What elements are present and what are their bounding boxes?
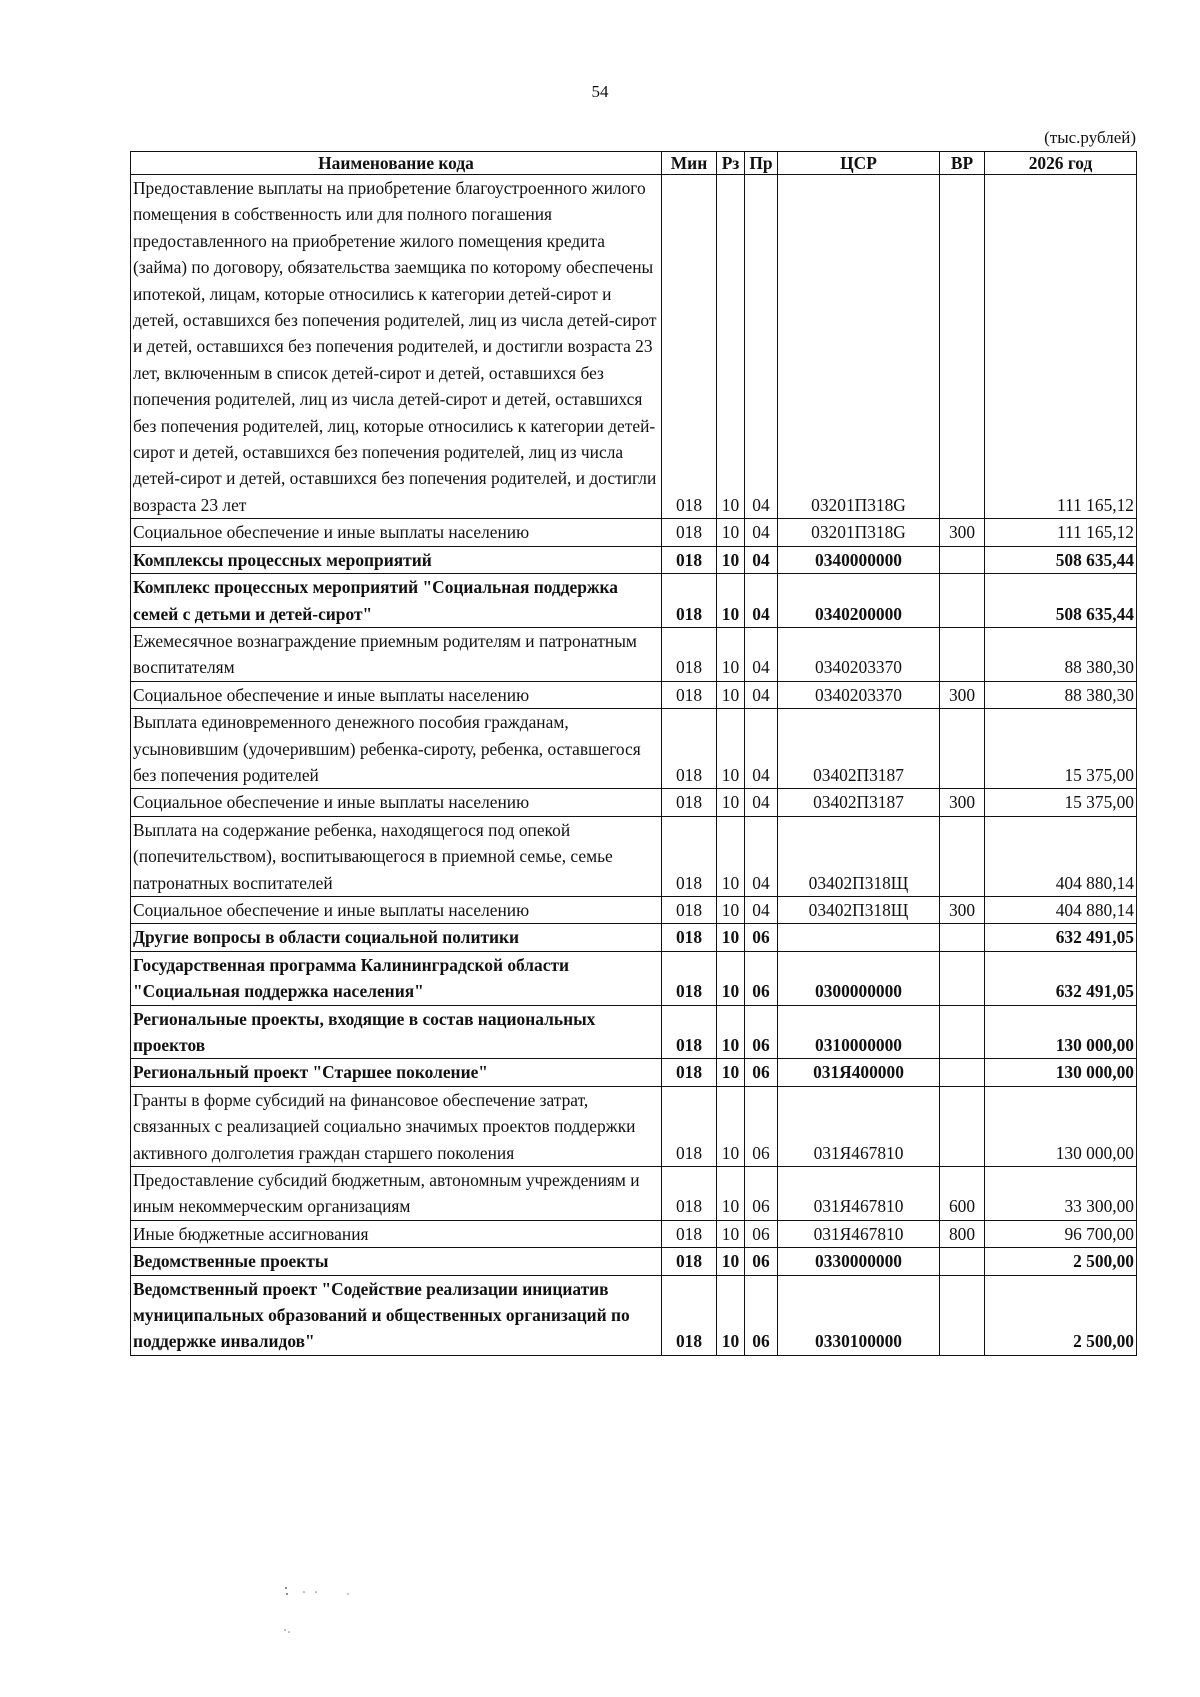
cell-pr: 06 bbox=[745, 1059, 778, 1086]
cell-min: 018 bbox=[662, 627, 717, 681]
table-row bbox=[131, 709, 1137, 789]
units-label: (тыс.рублей) bbox=[1044, 128, 1136, 147]
cell-rz: 10 bbox=[717, 1248, 745, 1275]
cell-rz: 10 bbox=[717, 951, 745, 1005]
cell-min: 018 bbox=[662, 681, 717, 708]
cell-name: Гранты в форме субсидий на финансовое обеспечение затрат, связанных с реализацией социально значимых проектов поддержки активного долголетия граждан старшего поколения bbox=[131, 1086, 662, 1166]
cell-name: Социальное обеспечение и иные выплаты населению bbox=[131, 681, 662, 708]
cell-csr: 0340203370 bbox=[778, 627, 940, 681]
cell-vr: 300 bbox=[940, 789, 985, 816]
cell-vr bbox=[940, 175, 985, 519]
cell-csr bbox=[778, 924, 940, 951]
cell-rz: 10 bbox=[717, 574, 745, 628]
cell-rz: 10 bbox=[717, 1220, 745, 1247]
table-row bbox=[131, 1248, 1137, 1275]
header-amount: 2026 год bbox=[985, 152, 1137, 175]
cell-rz: 10 bbox=[717, 627, 745, 681]
table-row bbox=[131, 681, 1137, 708]
cell-vr bbox=[940, 1248, 985, 1275]
header-min: Мин bbox=[662, 152, 717, 175]
cell-min: 018 bbox=[662, 924, 717, 951]
cell-csr: 03402П3187 bbox=[778, 789, 940, 816]
cell-amount: 15 375,00 bbox=[985, 709, 1137, 789]
cell-csr: 031Я467810 bbox=[778, 1220, 940, 1247]
table-header-row bbox=[131, 152, 1137, 175]
cell-min: 018 bbox=[662, 1248, 717, 1275]
cell-csr: 0300000000 bbox=[778, 951, 940, 1005]
cell-amount: 508 635,44 bbox=[985, 574, 1137, 628]
cell-amount: 88 380,30 bbox=[985, 627, 1137, 681]
table-row bbox=[131, 789, 1137, 816]
cell-amount: 88 380,30 bbox=[985, 681, 1137, 708]
header-vr: ВР bbox=[940, 152, 985, 175]
table-row bbox=[131, 951, 1137, 1005]
cell-name: Социальное обеспечение и иные выплаты населению bbox=[131, 789, 662, 816]
table-row bbox=[131, 816, 1137, 896]
cell-csr: 03402П318Щ bbox=[778, 896, 940, 923]
cell-vr bbox=[940, 1275, 985, 1355]
cell-name: Иные бюджетные ассигнования bbox=[131, 1220, 662, 1247]
cell-name: Комплекс процессных мероприятий "Социальная поддержка семей с детьми и детей-сирот" bbox=[131, 574, 662, 628]
cell-amount: 130 000,00 bbox=[985, 1059, 1137, 1086]
cell-name: Региональные проекты, входящие в состав национальных проектов bbox=[131, 1005, 662, 1059]
cell-pr: 06 bbox=[745, 1220, 778, 1247]
cell-min: 018 bbox=[662, 1059, 717, 1086]
cell-amount: 130 000,00 bbox=[985, 1086, 1137, 1166]
budget-table bbox=[130, 151, 1137, 1356]
cell-vr bbox=[940, 951, 985, 1005]
cell-csr: 03402П3187 bbox=[778, 709, 940, 789]
cell-amount: 632 491,05 bbox=[985, 951, 1137, 1005]
cell-csr: 031Я467810 bbox=[778, 1167, 940, 1221]
cell-vr bbox=[940, 574, 985, 628]
cell-amount: 404 880,14 bbox=[985, 816, 1137, 896]
cell-pr: 06 bbox=[745, 1275, 778, 1355]
cell-csr: 031Я400000 bbox=[778, 1059, 940, 1086]
cell-min: 018 bbox=[662, 519, 717, 546]
cell-name: Региональный проект "Старшее поколение" bbox=[131, 1059, 662, 1086]
page-number: 54 bbox=[591, 82, 609, 101]
cell-amount: 508 635,44 bbox=[985, 546, 1137, 573]
cell-min: 018 bbox=[662, 816, 717, 896]
cell-csr: 0340203370 bbox=[778, 681, 940, 708]
cell-vr bbox=[940, 1059, 985, 1086]
cell-rz: 10 bbox=[717, 681, 745, 708]
cell-rz: 10 bbox=[717, 816, 745, 896]
scan-noise bbox=[282, 1580, 402, 1640]
cell-name: Ведомственный проект "Содействие реализации инициатив муниципальных образований и общественных организаций по поддержке инвалидов" bbox=[131, 1275, 662, 1355]
table-row bbox=[131, 1167, 1137, 1221]
cell-vr bbox=[940, 709, 985, 789]
cell-vr bbox=[940, 924, 985, 951]
cell-vr: 800 bbox=[940, 1220, 985, 1247]
header-csr: ЦСР bbox=[778, 152, 940, 175]
cell-min: 018 bbox=[662, 951, 717, 1005]
table-row bbox=[131, 924, 1137, 951]
cell-rz: 10 bbox=[717, 1086, 745, 1166]
cell-amount: 2 500,00 bbox=[985, 1275, 1137, 1355]
header-rz: Рз bbox=[717, 152, 745, 175]
table-row bbox=[131, 1086, 1137, 1166]
cell-name: Выплата на содержание ребенка, находящегося под опекой (попечительством), воспитывающегося в приемной семье, семье патронатных воспитателей bbox=[131, 816, 662, 896]
cell-pr: 06 bbox=[745, 1005, 778, 1059]
cell-pr: 04 bbox=[745, 681, 778, 708]
cell-amount: 33 300,00 bbox=[985, 1167, 1137, 1221]
cell-rz: 10 bbox=[717, 1059, 745, 1086]
cell-rz: 10 bbox=[717, 1275, 745, 1355]
cell-min: 018 bbox=[662, 1167, 717, 1221]
cell-csr: 031Я467810 bbox=[778, 1086, 940, 1166]
cell-rz: 10 bbox=[717, 709, 745, 789]
cell-pr: 06 bbox=[745, 951, 778, 1005]
cell-vr bbox=[940, 816, 985, 896]
cell-min: 018 bbox=[662, 1086, 717, 1166]
cell-name: Социальное обеспечение и иные выплаты населению bbox=[131, 896, 662, 923]
cell-csr: 0310000000 bbox=[778, 1005, 940, 1059]
cell-csr: 0340000000 bbox=[778, 546, 940, 573]
cell-min: 018 bbox=[662, 175, 717, 519]
cell-csr: 0330000000 bbox=[778, 1248, 940, 1275]
cell-pr: 04 bbox=[745, 627, 778, 681]
cell-min: 018 bbox=[662, 1220, 717, 1247]
cell-csr: 03201П318G bbox=[778, 519, 940, 546]
cell-amount: 2 500,00 bbox=[985, 1248, 1137, 1275]
cell-amount: 96 700,00 bbox=[985, 1220, 1137, 1247]
table-row bbox=[131, 896, 1137, 923]
cell-name: Предоставление выплаты на приобретение благоустроенного жилого помещения в собственность или для полного погашения предоставленного на приобретение жилого помещения кредита (займа) по договору, обязательства заемщика по которому обеспечены ипотекой, лицам, которые относились к категории детей-сирот и детей, оставшихся без попечения родителей, лиц из числа детей-сирот и детей, оставшихся без попечения родителей, и достигли возраста 23 лет, включенным в список детей-сирот и детей, оставшихся без попечения родителей, лиц из числа детей-сирот и детей, оставшихся без попечения родителей, лиц, которые относились к категории детей-сирот и детей, оставшихся без попечения родителей, лиц из числа детей-сирот и детей, оставшихся без попечения родителей, и достигли возраста 23 лет bbox=[131, 175, 662, 519]
table-row bbox=[131, 175, 1137, 519]
cell-rz: 10 bbox=[717, 546, 745, 573]
cell-rz: 10 bbox=[717, 789, 745, 816]
cell-pr: 04 bbox=[745, 896, 778, 923]
table-row bbox=[131, 1059, 1137, 1086]
cell-min: 018 bbox=[662, 709, 717, 789]
cell-min: 018 bbox=[662, 1005, 717, 1059]
cell-name: Социальное обеспечение и иные выплаты населению bbox=[131, 519, 662, 546]
cell-amount: 130 000,00 bbox=[985, 1005, 1137, 1059]
cell-name: Ведомственные проекты bbox=[131, 1248, 662, 1275]
cell-name: Выплата единовременного денежного пособия гражданам, усыновившим (удочерившим) ребенка-сироту, ребенка, оставшегося без попечения родителей bbox=[131, 709, 662, 789]
cell-csr: 03201П318G bbox=[778, 175, 940, 519]
cell-vr bbox=[940, 546, 985, 573]
cell-csr: 03402П318Щ bbox=[778, 816, 940, 896]
cell-name: Ежемесячное вознаграждение приемным родителям и патронатным воспитателям bbox=[131, 627, 662, 681]
header-pr: Пр bbox=[745, 152, 778, 175]
cell-min: 018 bbox=[662, 546, 717, 573]
cell-min: 018 bbox=[662, 1275, 717, 1355]
cell-pr: 04 bbox=[745, 175, 778, 519]
table-row bbox=[131, 1220, 1137, 1247]
cell-rz: 10 bbox=[717, 896, 745, 923]
cell-name: Государственная программа Калининградской области "Социальная поддержка населения" bbox=[131, 951, 662, 1005]
cell-vr: 300 bbox=[940, 896, 985, 923]
cell-min: 018 bbox=[662, 896, 717, 923]
cell-pr: 04 bbox=[745, 709, 778, 789]
cell-pr: 04 bbox=[745, 546, 778, 573]
cell-name: Другие вопросы в области социальной политики bbox=[131, 924, 662, 951]
cell-rz: 10 bbox=[717, 924, 745, 951]
cell-amount: 15 375,00 bbox=[985, 789, 1137, 816]
cell-name: Комплексы процессных мероприятий bbox=[131, 546, 662, 573]
cell-vr: 300 bbox=[940, 519, 985, 546]
cell-rz: 10 bbox=[717, 519, 745, 546]
table-row bbox=[131, 1005, 1137, 1059]
cell-pr: 06 bbox=[745, 924, 778, 951]
cell-rz: 10 bbox=[717, 1005, 745, 1059]
cell-min: 018 bbox=[662, 789, 717, 816]
cell-min: 018 bbox=[662, 574, 717, 628]
cell-pr: 06 bbox=[745, 1248, 778, 1275]
cell-vr: 300 bbox=[940, 681, 985, 708]
table-row bbox=[131, 627, 1137, 681]
cell-vr bbox=[940, 627, 985, 681]
table-row bbox=[131, 546, 1137, 573]
cell-pr: 04 bbox=[745, 574, 778, 628]
cell-amount: 111 165,12 bbox=[985, 175, 1137, 519]
cell-pr: 04 bbox=[745, 519, 778, 546]
cell-pr: 04 bbox=[745, 816, 778, 896]
cell-rz: 10 bbox=[717, 175, 745, 519]
cell-rz: 10 bbox=[717, 1167, 745, 1221]
cell-pr: 06 bbox=[745, 1086, 778, 1166]
cell-amount: 111 165,12 bbox=[985, 519, 1137, 546]
cell-csr: 0330100000 bbox=[778, 1275, 940, 1355]
cell-pr: 04 bbox=[745, 789, 778, 816]
header-name: Наименование кода bbox=[131, 152, 662, 175]
cell-vr bbox=[940, 1086, 985, 1166]
cell-amount: 404 880,14 bbox=[985, 896, 1137, 923]
cell-vr: 600 bbox=[940, 1167, 985, 1221]
cell-pr: 06 bbox=[745, 1167, 778, 1221]
cell-name: Предоставление субсидий бюджетным, автономным учреждениям и иным некоммерческим организациям bbox=[131, 1167, 662, 1221]
table-row bbox=[131, 1275, 1137, 1355]
table-row bbox=[131, 519, 1137, 546]
cell-csr: 0340200000 bbox=[778, 574, 940, 628]
table-row bbox=[131, 574, 1137, 628]
cell-amount: 632 491,05 bbox=[985, 924, 1137, 951]
cell-vr bbox=[940, 1005, 985, 1059]
